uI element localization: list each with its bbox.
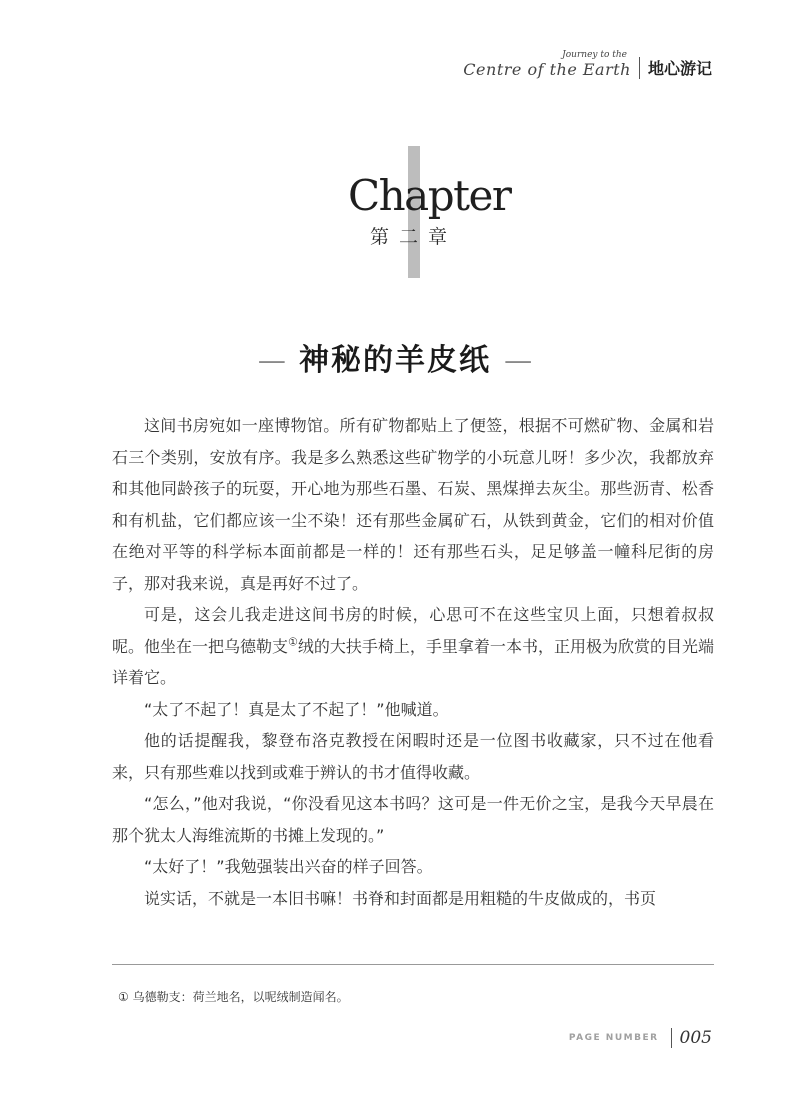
paragraph-text: 绒的大扶手椅上，手里拿着一本书，正用极为欣赏的目光端详着它。 bbox=[112, 636, 714, 687]
chapter-title bbox=[0, 338, 790, 383]
title-text: 神秘的羊皮纸 bbox=[299, 342, 491, 378]
footnote-reference[interactable]: ① bbox=[288, 635, 298, 649]
paragraph: 说实话，不就是一本旧书嘛！书脊和封面都是用粗糙的牛皮做成的，书页 bbox=[144, 888, 657, 908]
page-footer bbox=[569, 1028, 712, 1048]
chapter-word: Chapter bbox=[348, 171, 511, 220]
paragraph-text: 可是，这会儿我走进这间书房的时候，心思可不在这些宝贝上面，只想着叔叔呢。他坐在一把乌德勒支 bbox=[112, 605, 714, 656]
paragraph: 他的话提醒我，黎登布洛克教授在闲暇时还是一位图书收藏家，只不过在他看来，只有那些难以找到或难于辨认的书才值得收藏。 bbox=[112, 731, 714, 782]
footnote-divider bbox=[112, 964, 714, 965]
header-english-title bbox=[463, 50, 631, 80]
paragraph: “怎么，”他对我说，“你没看见这本书吗？这可是一件无价之宝，是我今天早晨在那个犹太人海维流斯的书摊上发现的。” bbox=[112, 794, 714, 845]
header-subtitle-big: Centre of the Earth bbox=[463, 60, 631, 79]
header-subtitle-small: Journey to the bbox=[562, 50, 627, 60]
paragraph: “太了不起了！真是太了不起了！”他喊道。 bbox=[144, 699, 449, 719]
body-text bbox=[112, 410, 714, 914]
footer-divider bbox=[671, 1028, 672, 1048]
header-divider bbox=[639, 57, 640, 79]
footnote: ① 乌德勒支：荷兰地名，以呢绒制造闻名。 bbox=[118, 990, 349, 1004]
title-left-dash: — bbox=[257, 343, 286, 377]
paragraph: “太好了！”我勉强装出兴奋的样子回答。 bbox=[144, 857, 433, 876]
running-header bbox=[463, 50, 712, 80]
page-number: 005 bbox=[679, 1028, 712, 1048]
chapter-number: 第二章 bbox=[370, 226, 458, 248]
paragraph-with-footnote bbox=[112, 599, 714, 694]
title-right-dash: — bbox=[504, 343, 533, 377]
header-book-title: 地心游记 bbox=[647, 59, 712, 78]
paragraph: 这间书房宛如一座博物馆。所有矿物都贴上了便签，根据不可燃矿物、金属和岩石三个类别，安放有序。我是多么熟悉这些矿物学的小玩意儿呀！多少次，我都放弃和其他同龄孩子的玩耍，开心地为那些石墨、石炭、黑煤掸去灰尘。那些沥青、松香和有机盐，它们都应该一尘不染！还有那些金属矿石，从铁到黄金，它们的相对价值在绝对平等的科学标本面前都是一样的！还有那些石头，足足够盖一幢科尼街的房子，那对我来说，真是再好不过了。 bbox=[112, 416, 714, 593]
page-number-label: PAGE NUMBER bbox=[568, 1033, 659, 1043]
